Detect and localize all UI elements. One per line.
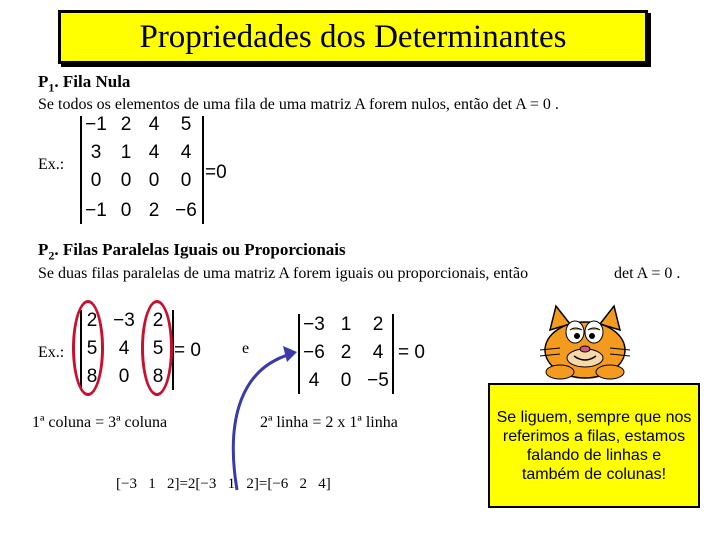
p2-m2-cell: 2	[340, 342, 352, 363]
p2-matrix2	[296, 312, 400, 396]
p1-cell: 0	[148, 170, 160, 191]
caption-rows: 2ª linha = 2 x 1ª linha	[260, 414, 398, 431]
p1-matrix	[78, 112, 208, 226]
p2-m1-cell: −3	[113, 310, 135, 331]
p1-cell: 4	[148, 142, 160, 163]
p1-cell: 1	[120, 142, 132, 163]
p1-cell: 0	[120, 200, 132, 221]
p1-cell: 0	[90, 170, 102, 191]
p1-example-label: Ex.:	[38, 156, 65, 173]
p1-cell: 0	[120, 170, 132, 191]
p1-statement: Se todos os elementos de uma fila de uma matriz A forem nulos, então det A = 0 .	[38, 96, 559, 113]
p2-result1: = 0	[174, 340, 201, 361]
p2-example-label: Ex.:	[38, 344, 65, 361]
p1-heading	[38, 72, 130, 95]
p2-m1-cell: 8	[152, 366, 164, 387]
p1-cell: 0	[180, 170, 192, 191]
p1-cell: 4	[180, 142, 192, 163]
p1-cell: −1	[85, 200, 107, 221]
p1-cell: 4	[148, 114, 160, 135]
p2-m2-cell: −3	[303, 314, 325, 335]
p1-matrix-right-bar	[202, 116, 204, 224]
p2-statement-end: det A = 0 .	[614, 265, 681, 282]
p2-m1-cell: 5	[152, 338, 164, 359]
p1-heading-prefix: P	[38, 72, 49, 91]
p1-cell: 2	[148, 200, 160, 221]
p2-connector: e	[242, 340, 250, 357]
p2-m1-cell: 8	[86, 366, 98, 387]
p2-m2-cell: 2	[372, 314, 384, 335]
garfield-cartoon-icon	[530, 300, 640, 380]
title-banner	[58, 10, 648, 64]
p2-heading-sub: 2	[48, 248, 55, 263]
p1-cell: −1	[85, 114, 107, 135]
row-equation: [−3 1 2]=2[−3 1 2]=[−6 2 4]	[116, 476, 331, 492]
p2-m2-cell: −5	[367, 370, 389, 391]
note-text: Se liguem, sempre que nos referimos a filas, estamos falando de linhas e também de colunas!	[496, 408, 692, 483]
p2-m1-cell: 2	[86, 310, 98, 331]
caption-columns: 1ª coluna = 3ª coluna	[32, 414, 168, 431]
p2-m1-cell: 0	[118, 366, 130, 387]
p2-m1-cell: 5	[86, 338, 98, 359]
note-box	[488, 383, 700, 508]
p2-m2-cell: 1	[340, 314, 352, 335]
p2-matrix2-right-bar	[392, 314, 394, 394]
p2-result2: = 0	[398, 342, 425, 363]
p1-heading-rest: . Fila Nula	[54, 72, 131, 91]
p1-cell: 2	[120, 114, 132, 135]
column1-highlight-oval	[72, 300, 104, 396]
p1-heading-sub: 1	[48, 80, 55, 95]
p2-m1-cell: 2	[152, 310, 164, 331]
p1-result: =0	[205, 162, 227, 183]
p2-heading-rest: . Filas Paralelas Iguais ou Proporcionais	[54, 240, 346, 259]
p2-m2-cell: 4	[372, 342, 384, 363]
p2-heading	[38, 240, 346, 263]
p2-m2-cell: 4	[308, 370, 320, 391]
p2-m2-cell: −6	[303, 342, 325, 363]
p2-heading-prefix: P	[38, 240, 49, 259]
p1-cell: 5	[180, 114, 192, 135]
p1-cell: 3	[90, 142, 102, 163]
p1-cell: −6	[175, 200, 197, 221]
p2-m1-cell: 4	[118, 338, 130, 359]
column3-highlight-oval	[141, 300, 173, 396]
page-title: Propriedades dos Determinantes	[139, 18, 567, 55]
p2-statement: Se duas filas paralelas de uma matriz A forem iguais ou proporcionais, então	[38, 265, 529, 282]
p2-m2-cell: 0	[340, 370, 352, 391]
